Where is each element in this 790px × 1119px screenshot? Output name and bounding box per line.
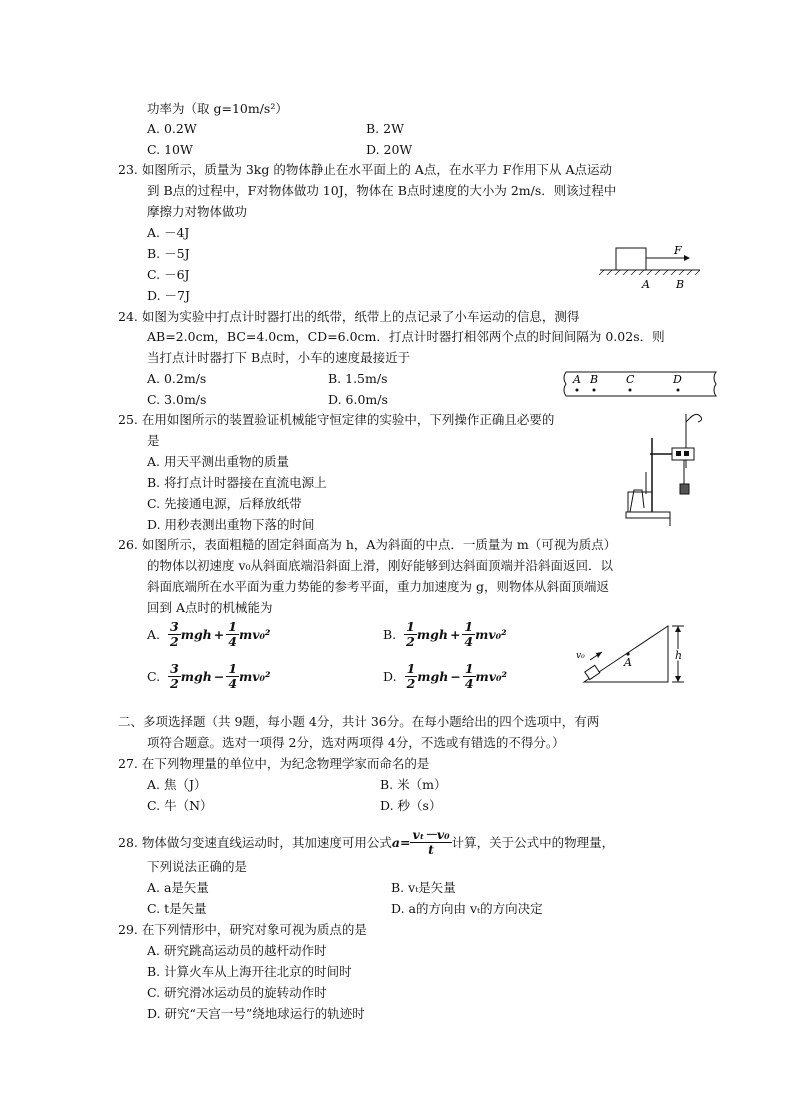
q24-option-c: C. 3.0m/s [147,392,207,407]
q25-timer [672,448,694,460]
q22-option-c: C. 10W [147,142,193,157]
q22-option-d: D. 20W [366,142,413,157]
q26-option-d [383,662,507,691]
q25-base [626,512,670,518]
q26-option-b-term2: mv₀² [475,627,507,642]
q26-incline-figure [572,622,692,686]
q26-option-a-term2: mv₀² [238,627,271,642]
q25-stem-line1: 25. 在用如图所示的装置验证机械能守恒定律的实验中，下列操作正确且必要的 [118,412,555,427]
q29-option-b: B. 计算火车从上海开往北京的时间时 [147,964,352,979]
section2-heading-line1: 二、多项选择题（共 9题，每小题 4分，共计 36分。在每小题给出的四个选项中，有两 [118,714,600,729]
q24-dot-c [629,389,632,392]
q24-label-b: B [590,373,599,386]
q22-option-b: B. 2W [366,121,404,136]
q26-a-label: A [624,656,632,669]
q24-option-d: D. 6.0m/s [328,392,388,407]
q26-option-a-term1: mgh [180,627,212,642]
q27-option-d: D. 秒（s） [380,798,442,813]
q29-option-d: D. 研究“天宫一号”绕地球运行的轨迹时 [147,1006,365,1021]
q23-point-a: A [642,278,650,291]
q24-label-c: C [626,373,635,386]
q24-option-b: B. 1.5m/s [328,371,388,386]
q23-point-b: B [676,278,685,291]
q23-figure [596,244,706,294]
q26-option-c-term1: mgh [180,669,212,684]
q24-label-d: D [673,373,682,386]
q26-option-c-label: C. [147,669,161,684]
section2-heading-line2: 项符合题意。选对一项得 2分，选对两项得 4分，不选或有错选的不得分。） [147,735,565,750]
q26-option-c-term2: mv₀² [239,669,271,684]
q25-option-c: C. 先接通电源，后释放纸带 [147,496,302,511]
q24-stem-line1: 24. 如图为实验中打点计时器打出的纸带，纸带上的点记录了小车运动的信息，测得 [118,309,580,324]
q26-option-c-coef2: $\frac{1}{4}$ [228,661,238,691]
q22-stem-tail: 功率为（取 g=10m/s²） [147,101,288,116]
q26-option-a-coef1: $\frac{3}{2}$ [170,619,179,649]
q26-option-a-label: A. [147,627,161,642]
q23-stem-line3: 摩擦力对物体做功 [147,204,248,219]
q26-option-b-coef1: $\frac{1}{2}$ [406,619,415,649]
q27-option-c: C. 牛（N） [147,798,213,813]
q26-h-label: h [675,649,683,662]
q26-option-a [147,620,270,649]
q26-option-b [383,620,507,649]
q26-option-d-op: − [450,669,461,684]
q29-option-a: A. 研究跳高运动员的越杆动作时 [147,943,327,958]
q27-stem: 27. 在下列物理量的单位中，为纪念物理学家而命名的是 [118,756,430,771]
q26-option-b-op: + [449,627,461,642]
q23-block [616,248,646,270]
q25-apparatus-figure [620,408,712,528]
q24-paper-tape [560,370,720,398]
q28-option-a: A. a是矢量 [147,880,209,895]
q26-option-d-label: D. [383,669,397,684]
q25-option-b: B. 将打点计时器接在直流电源上 [147,475,327,490]
q26-option-b-label: B. [383,627,397,642]
q26-option-d-coef2: $\frac{1}{4}$ [464,661,474,691]
q23-stem-line2: 到 B点的过程中，F对物体做功 10J，物体在 B点时速度的大小为 2m/s．则该过程中 [147,183,617,198]
q23-stem-line1: 23. 如图所示，质量为 3kg 的物体静止在水平面上的 A点，在水平力 F作用下从 A点运动 [118,162,612,177]
q28-stem-line1 [118,828,614,857]
q26-option-a-op: + [213,627,225,642]
q26-option-b-term1: mgh [416,627,448,642]
q24-dot-d [677,389,680,392]
q23-option-b: B. －5J [147,246,190,261]
q27-option-b: B. 米（m） [380,777,447,792]
q24-dot-a [576,389,579,392]
q26-option-c-op: − [213,669,225,684]
q28-formula-fraction: $\frac{\text{vₜ－v₀}}{t}$ [412,827,450,857]
q26-option-d-term2: mv₀² [475,669,507,684]
q28-formula-lhs: a= [391,835,411,850]
q26-stem-line1: 26. 如图所示，表面粗糙的固定斜面高为 h，A为斜面的中点．一质量为 m（可视为质点） [118,537,617,552]
q28-option-c: C. t是矢量 [147,901,207,916]
q26-option-a-coef2: $\frac{1}{4}$ [228,619,237,649]
q26-stem-line4: 回到 A点时的机械能为 [147,600,273,615]
q26-option-d-term1: mgh [417,669,449,684]
q23-option-d: D. －7J [147,288,190,303]
q25-stem-line2: 是 [147,433,160,448]
q23-force-label: F [674,244,682,257]
q24-dot-b [593,389,596,392]
q26-stem-line3: 斜面底端所在水平面为重力势能的参考平面，重力加速度为 g，则物体从斜面顶端返 [147,579,609,594]
q26-v0-label: v₀ [576,651,585,661]
q23-option-a: A. －4J [147,225,190,240]
q26-stem-line2: 的物体以初速度 v₀从斜面底端沿斜面上滑，刚好能够到达斜面顶端并沿斜面返回．以 [147,558,614,573]
q29-option-c: C. 研究滑冰运动员的旋转动作时 [147,985,327,1000]
q24-stem-line3: 当打点计时器打下 B点时，小车的速度最接近于 [147,350,411,365]
q28-option-d: D. a的方向由 vₜ的方向决定 [391,901,543,916]
q28-stem-line2: 下列说法正确的是 [147,859,248,874]
q25-weight [680,484,689,494]
q25-option-d: D. 用秒表测出重物下落的时间 [147,517,315,532]
q24-option-a: A. 0.2m/s [147,371,207,386]
q26-option-d-coef1: $\frac{1}{2}$ [406,661,416,691]
q22-option-a: A. 0.2W [147,121,197,136]
q25-option-a: A. 用天平测出重物的质量 [147,454,289,469]
q24-stem-line2: AB=2.0cm，BC=4.0cm，CD=6.0cm．打点计时器打相邻两个点的时间间隔为 0.02s．则 [147,329,665,344]
q23-option-c: C. －6J [147,267,190,282]
q27-option-a: A. 焦（J） [147,777,207,792]
q26-option-c [147,662,271,691]
q29-stem: 29. 在下列情形中，研究对象可视为质点的是 [118,922,367,937]
q28-option-b: B. vₜ是矢量 [391,880,456,895]
q26-option-c-coef1: $\frac{3}{2}$ [170,661,179,691]
q28-stem-pre: 28. 物体做匀变速直线运动时，其加速度可用公式 [118,835,392,850]
q24-label-a: A [573,373,581,386]
q28-stem-post: 计算，关于公式中的物理量， [451,835,615,850]
q26-option-b-coef2: $\frac{1}{4}$ [464,619,474,649]
